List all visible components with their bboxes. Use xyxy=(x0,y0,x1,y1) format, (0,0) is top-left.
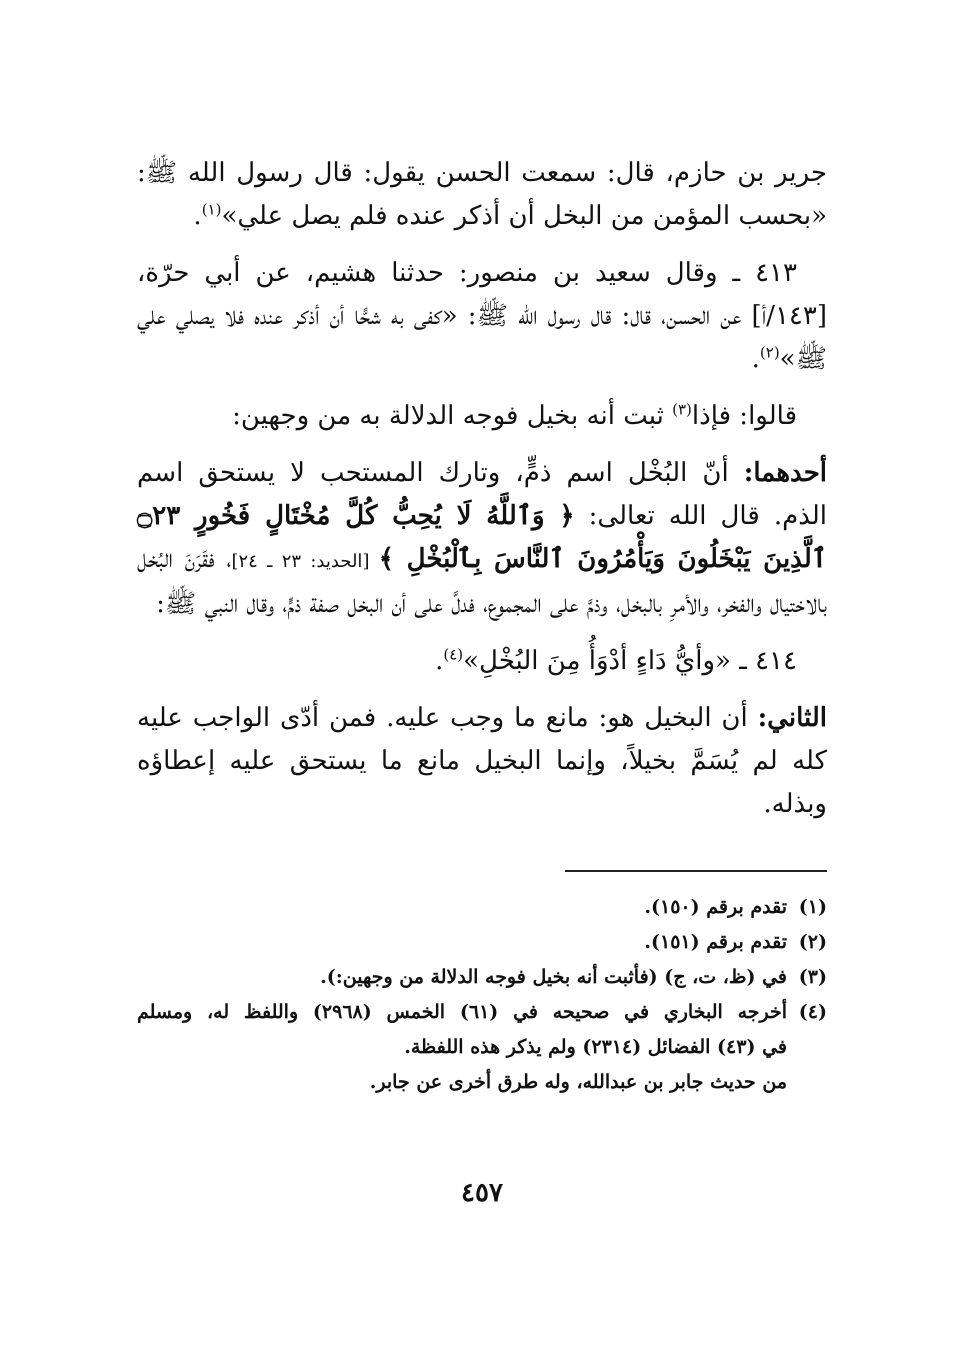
footnote-4 xyxy=(137,995,827,1065)
footnote-2-number: (٢) xyxy=(798,931,827,953)
second-reason-text: أن البخيل هو: مانع ما وجب عليه. فمن أدّى الواجب عليه كله لم يُسَمَّ بخيلاً، وإنما البخيل مانع ما يستحق عليه إعطاؤه وبذله. xyxy=(137,703,827,819)
page-number: ٤٥٧ xyxy=(461,1178,503,1208)
footnote-3-number: (٣) xyxy=(798,966,827,988)
paragraph-hadith-413 xyxy=(137,252,827,381)
second-reason-lead: الثاني: xyxy=(757,703,827,733)
paragraph-qalu xyxy=(137,395,827,438)
paragraph-1-tail: . xyxy=(193,201,202,231)
paragraph-3-tail: ثبت أنه بخيل فوجه الدلالة به من وجهين: xyxy=(232,401,673,431)
footnote-3-line-1: في (ظ، ت، ج) (فأثبت أنه بخيل فوجه الدلالة من وجهين:). xyxy=(320,966,787,988)
footnote-3 xyxy=(137,960,827,995)
paragraph-5-tail: . xyxy=(435,646,444,676)
footnote-1-number: (١) xyxy=(798,896,827,918)
paragraph-1 xyxy=(137,152,827,238)
quran-verse: ﴿ وَٱللَّهُ لَا يُحِبُّ كُلَّ مُخْتَالٍ فَخُورٍ ۝٢٣ ٱلَّذِينَ يَبْخَلُونَ وَيَأْمُرُونَ ٱلنَّاسَ بِٱلْبُخْلِ ﴾ xyxy=(137,501,827,574)
footnote-2-body xyxy=(137,925,787,960)
first-reason-lead: أحدهما: xyxy=(743,458,827,488)
paragraph-5-text: ٤١٤ ـ «وأيُّ دَاءٍ أدْوَأُ مِنَ البُخْلِ» xyxy=(463,646,797,676)
paragraph-2-text: ٤١٣ ـ وقال سعيد بن منصور: حدثنا هشيم، عن أبي حرّة، [١٤٣/أ] عن الحسن، قال: قال رسول الله ﷺ: «كفى به شحًّا أن أذكر عنده فلا يصلي علي ﷺ» xyxy=(137,258,827,374)
paragraph-2-tail: . xyxy=(751,344,760,374)
paragraph-1-text: جرير بن حازم، قال: سمعت الحسن يقول: قال رسول الله ﷺ: «بحسب المؤمن من البخل أن أذكر عنده فلم يصل علي» xyxy=(137,158,827,231)
footnote-divider xyxy=(565,870,827,872)
footnote-2 xyxy=(137,925,827,960)
footnote-2-line-1: تقدم برقم (١٥١). xyxy=(644,931,787,953)
quran-reference: [الحديد: ٢٣ ـ ٢٤] xyxy=(231,551,379,572)
paragraph-3-text: قالوا: فإذا xyxy=(691,401,797,431)
footnote-4-body xyxy=(137,995,787,1065)
footnote-1-line-1: تقدم برقم (١٥٠). xyxy=(644,896,787,918)
footnote-ref-4[interactable]: (٤) xyxy=(443,645,464,664)
paragraph-first-reason xyxy=(137,452,827,626)
footnote-ref-1[interactable]: (١) xyxy=(201,200,222,219)
footnote-ref-2[interactable]: (٢) xyxy=(759,343,780,362)
paragraph-hadith-414 xyxy=(137,640,827,683)
footnote-4-line-1: أخرجه البخاري في صحيحه في (٦١) الخمس (٢٩٦٨) واللفظ له، ومسلم xyxy=(137,1001,788,1023)
first-reason-text-a: أنّ البُخْل اسم ذمٍّ، وتارك المستحب لا يستحق اسم الذم. قال الله تعالى: xyxy=(137,458,827,531)
footnote-1 xyxy=(137,890,827,925)
footnote-continuation: من حديث جابر بن عبدالله، وله طرق أخرى عن جابر. xyxy=(369,1071,787,1093)
page-body xyxy=(137,152,827,1100)
main-text xyxy=(137,152,827,826)
first-reason-text-b: ، فقَرَنَ البُخل بالاختيال والفخر، والأمرِ بالبخل، وذمَّ على المجموع، فدلَّ على أن البخل صفة ذمٍّ، وقال النبي ﷺ: xyxy=(137,544,827,619)
paragraph-second-reason xyxy=(137,697,827,826)
footnote-4-line-2: في (٤٣) الفضائل (٢٣١٤) ولم يذكر هذه اللفظة. xyxy=(404,1036,787,1058)
footnote-3-body xyxy=(137,960,787,995)
footnote-4-number: (٤) xyxy=(798,1001,827,1023)
footnote-ref-3[interactable]: (٣) xyxy=(672,400,692,419)
footnote-1-body xyxy=(137,890,787,925)
footnotes xyxy=(137,890,827,1100)
